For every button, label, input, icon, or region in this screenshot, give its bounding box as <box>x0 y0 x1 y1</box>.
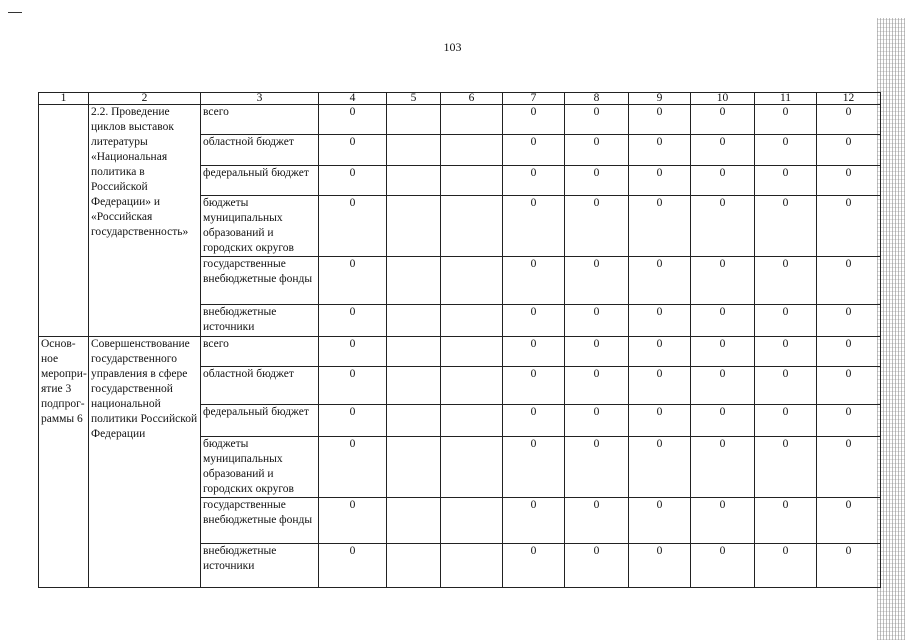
value-cell: 0 <box>817 166 881 196</box>
value-cell: 0 <box>565 437 629 498</box>
value-cell: 0 <box>565 544 629 588</box>
value-cell: 0 <box>817 196 881 257</box>
value-cell <box>441 196 503 257</box>
value-cell: 0 <box>629 405 691 437</box>
value-cell: 0 <box>755 367 817 405</box>
value-cell <box>387 257 441 305</box>
value-cell: 0 <box>691 405 755 437</box>
value-cell: 0 <box>503 257 565 305</box>
value-cell <box>387 367 441 405</box>
value-cell <box>387 135 441 166</box>
value-cell <box>387 498 441 544</box>
value-cell <box>387 166 441 196</box>
value-cell: 0 <box>319 544 387 588</box>
measure-name-cell: Совершенствование государственного управления в сфере государственной национальной политики Российской Федерации <box>89 337 201 588</box>
value-cell: 0 <box>691 105 755 135</box>
value-cell: 0 <box>691 437 755 498</box>
value-cell: 0 <box>817 257 881 305</box>
funding-source-cell: бюджеты муниципальных образований и городских округов <box>201 437 319 498</box>
value-cell: 0 <box>565 166 629 196</box>
value-cell: 0 <box>629 337 691 367</box>
value-cell: 0 <box>565 196 629 257</box>
value-cell <box>441 305 503 337</box>
value-cell <box>387 105 441 135</box>
value-cell <box>441 367 503 405</box>
measure-code-cell <box>39 105 89 337</box>
value-cell: 0 <box>755 437 817 498</box>
value-cell: 0 <box>817 337 881 367</box>
value-cell: 0 <box>503 337 565 367</box>
value-cell: 0 <box>691 337 755 367</box>
value-cell <box>441 498 503 544</box>
column-header: 8 <box>565 93 629 105</box>
value-cell: 0 <box>503 437 565 498</box>
value-cell: 0 <box>319 337 387 367</box>
value-cell: 0 <box>319 257 387 305</box>
value-cell: 0 <box>755 305 817 337</box>
value-cell: 0 <box>817 544 881 588</box>
value-cell <box>441 105 503 135</box>
funding-source-cell: государственные внебюджетные фонды <box>201 257 319 305</box>
value-cell <box>387 437 441 498</box>
column-header: 2 <box>89 93 201 105</box>
column-header: 12 <box>817 93 881 105</box>
value-cell: 0 <box>503 405 565 437</box>
value-cell <box>387 196 441 257</box>
value-cell: 0 <box>319 166 387 196</box>
funding-source-cell: внебюджетные источники <box>201 305 319 337</box>
value-cell <box>441 437 503 498</box>
value-cell <box>387 305 441 337</box>
column-header: 3 <box>201 93 319 105</box>
value-cell: 0 <box>503 305 565 337</box>
value-cell: 0 <box>565 498 629 544</box>
value-cell: 0 <box>629 544 691 588</box>
value-cell: 0 <box>629 305 691 337</box>
value-cell: 0 <box>817 367 881 405</box>
funding-source-cell: государственные внебюджетные фонды <box>201 498 319 544</box>
column-header: 1 <box>39 93 89 105</box>
value-cell <box>441 544 503 588</box>
value-cell: 0 <box>691 544 755 588</box>
value-cell <box>441 337 503 367</box>
value-cell: 0 <box>565 367 629 405</box>
value-cell: 0 <box>503 166 565 196</box>
value-cell: 0 <box>691 367 755 405</box>
value-cell: 0 <box>817 498 881 544</box>
value-cell: 0 <box>691 257 755 305</box>
scan-edge-noise <box>877 18 905 640</box>
header-row <box>39 93 881 105</box>
value-cell: 0 <box>503 367 565 405</box>
value-cell <box>441 405 503 437</box>
value-cell: 0 <box>319 105 387 135</box>
budget-table <box>38 92 881 588</box>
value-cell: 0 <box>565 105 629 135</box>
value-cell: 0 <box>755 166 817 196</box>
value-cell: 0 <box>629 498 691 544</box>
value-cell: 0 <box>817 405 881 437</box>
value-cell: 0 <box>755 257 817 305</box>
value-cell: 0 <box>565 405 629 437</box>
value-cell <box>387 337 441 367</box>
column-header: 10 <box>691 93 755 105</box>
table-row <box>39 105 881 135</box>
funding-source-cell: федеральный бюджет <box>201 405 319 437</box>
measure-name-cell: 2.2. Проведение циклов выставок литературы «Национальная политика в Российской Федерации» и «Российская государственность» <box>89 105 201 337</box>
table-row <box>39 337 881 367</box>
scan-mark <box>8 12 22 16</box>
value-cell: 0 <box>319 367 387 405</box>
funding-source-cell: внебюджетные источники <box>201 544 319 588</box>
value-cell <box>441 135 503 166</box>
column-header: 5 <box>387 93 441 105</box>
value-cell: 0 <box>565 135 629 166</box>
value-cell: 0 <box>503 135 565 166</box>
value-cell: 0 <box>319 437 387 498</box>
value-cell: 0 <box>755 105 817 135</box>
value-cell: 0 <box>817 135 881 166</box>
funding-source-cell: всего <box>201 105 319 135</box>
value-cell <box>441 257 503 305</box>
column-header: 4 <box>319 93 387 105</box>
value-cell: 0 <box>755 135 817 166</box>
value-cell: 0 <box>629 166 691 196</box>
value-cell: 0 <box>319 196 387 257</box>
funding-source-cell: федеральный бюджет <box>201 166 319 196</box>
measure-code-cell: Основ-ное меропри-ятие 3 подпрог-раммы 6 <box>39 337 89 588</box>
value-cell: 0 <box>691 498 755 544</box>
value-cell: 0 <box>503 196 565 257</box>
value-cell: 0 <box>503 498 565 544</box>
value-cell: 0 <box>629 105 691 135</box>
funding-source-cell: всего <box>201 337 319 367</box>
value-cell: 0 <box>565 337 629 367</box>
value-cell: 0 <box>503 544 565 588</box>
value-cell: 0 <box>755 337 817 367</box>
value-cell: 0 <box>565 305 629 337</box>
value-cell: 0 <box>629 367 691 405</box>
value-cell: 0 <box>319 405 387 437</box>
value-cell: 0 <box>755 498 817 544</box>
value-cell: 0 <box>565 257 629 305</box>
value-cell <box>387 405 441 437</box>
value-cell <box>441 166 503 196</box>
column-header: 7 <box>503 93 565 105</box>
value-cell: 0 <box>755 405 817 437</box>
value-cell: 0 <box>319 498 387 544</box>
value-cell: 0 <box>629 135 691 166</box>
value-cell: 0 <box>691 196 755 257</box>
funding-source-cell: бюджеты муниципальных образований и городских округов <box>201 196 319 257</box>
value-cell <box>387 544 441 588</box>
column-header: 11 <box>755 93 817 105</box>
value-cell: 0 <box>629 437 691 498</box>
value-cell: 0 <box>319 305 387 337</box>
funding-source-cell: областной бюджет <box>201 367 319 405</box>
value-cell: 0 <box>817 437 881 498</box>
value-cell: 0 <box>503 105 565 135</box>
value-cell: 0 <box>691 166 755 196</box>
value-cell: 0 <box>629 257 691 305</box>
page-number: 103 <box>443 40 462 54</box>
value-cell: 0 <box>817 305 881 337</box>
value-cell: 0 <box>691 305 755 337</box>
value-cell: 0 <box>817 105 881 135</box>
column-header: 6 <box>441 93 503 105</box>
value-cell: 0 <box>755 196 817 257</box>
value-cell: 0 <box>755 544 817 588</box>
value-cell: 0 <box>691 135 755 166</box>
column-header: 9 <box>629 93 691 105</box>
value-cell: 0 <box>319 135 387 166</box>
funding-source-cell: областной бюджет <box>201 135 319 166</box>
value-cell: 0 <box>629 196 691 257</box>
